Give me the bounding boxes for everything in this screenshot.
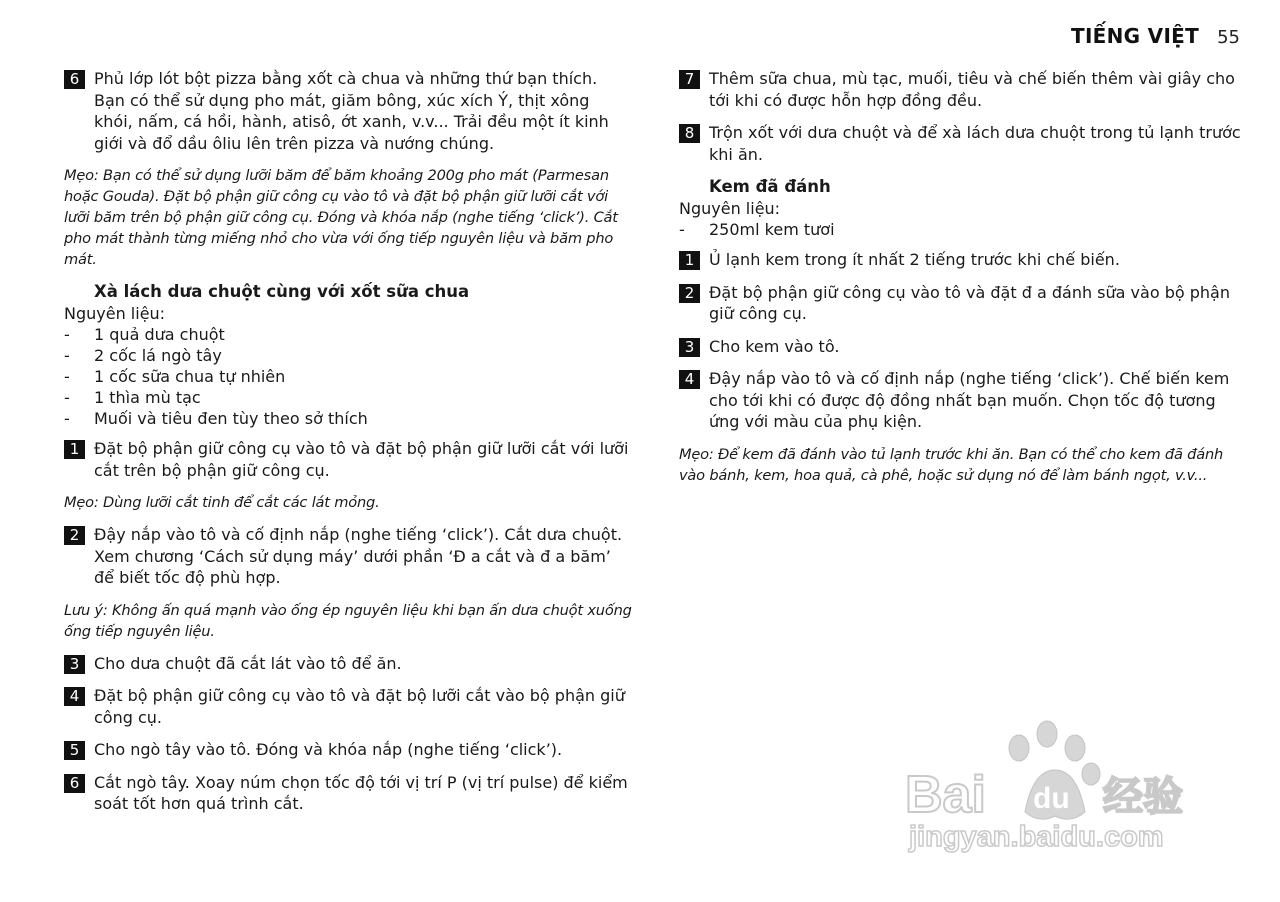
list-item: - 1 thìa mù tạc — [64, 388, 201, 407]
step-text: Phủ lớp lót bột pizza bằng xốt cà chua và những thứ bạn thích. Bạn có thể sử dụng pho mát, giăm bông, xúc xích Ý, thịt xông khói, nấm, cá hồi, hành, atisô, ớt xanh, v.v... Trải đều một ít kinh giới và đổ dầu ôliu lên trên pizza và nướng chúng. — [94, 69, 609, 153]
step-number: 1 — [679, 251, 700, 270]
language-label: TIẾNG VIỆT — [1071, 24, 1200, 48]
ingredients-label: Nguyên liệu: — [679, 199, 781, 218]
step-text: Đậy nắp vào tô và cố định nắp (nghe tiếng ‘click’). Chế biến kem cho tới khi có được độ đồng nhất bạn muốn. Chọn tốc độ tương ứng với màu của phụ kiện. — [709, 369, 1230, 431]
step-number: 1 — [64, 440, 85, 459]
step-item — [64, 739, 632, 761]
step-item — [64, 524, 632, 589]
section-title-cream: Kem đã đánh — [709, 177, 831, 196]
step-text: Đặt bộ phận giữ công cụ vào tô và đặt bộ phận giữ lưỡi cắt với lưỡi cắt trên bộ phận giữ công cụ. — [94, 439, 629, 480]
tip-text: Mẹo: Bạn có thể sử dụng lưỡi băm để băm khoảng 200g pho mát (Parmesan hoặc Gouda). Đặt bộ phận giữ công cụ vào tô và đặt bộ phận giữ lưỡi cắt với lưỡi băm trên bộ phận giữ công cụ. Đóng và khóa nắp (nghe tiếng ‘click’). Cắt pho mát thành từng miếng nhỏ cho vừa với ống tiếp nguyên liệu và băm pho mát. — [64, 167, 618, 268]
ingredients-list — [679, 219, 1247, 240]
step-text: Cho ngò tây vào tô. Đóng và khóa nắp (nghe tiếng ‘click’). — [94, 740, 563, 759]
ingredient-text: 1 cốc sữa chua tự nhiên — [94, 367, 286, 386]
list-item: - 1 quả dưa chuột — [64, 325, 225, 344]
ingredients-label: Nguyên liệu: — [64, 304, 166, 323]
note-text: Lưu ý: Không ấn quá mạnh vào ống ép nguyên liệu khi bạn ấn dưa chuột xuống ống tiếp nguyên liệu. — [64, 601, 632, 640]
step-text: Thêm sữa chua, mù tạc, muối, tiêu và chế biến thêm vài giây cho tới khi có được hỗn hợp đồng đều. — [709, 69, 1235, 110]
step-text: Trộn xốt với dưa chuột và để xà lách dưa chuột trong tủ lạnh trước khi ăn. — [709, 123, 1241, 164]
step-item — [679, 122, 1247, 165]
step-item — [64, 438, 632, 481]
step-item — [679, 249, 1247, 271]
watermark-brand-b: du — [1033, 782, 1070, 815]
ingredient-text: 1 quả dưa chuột — [94, 325, 225, 344]
list-item: - 2 cốc lá ngò tây — [64, 346, 222, 365]
watermark-url: jingyan.baidu.com — [909, 821, 1164, 853]
step-number: 4 — [679, 370, 700, 389]
step-number: 5 — [64, 741, 85, 760]
list-item: - 250ml kem tươi — [679, 220, 835, 239]
ingredient-text: 1 thìa mù tạc — [94, 388, 201, 407]
step-item — [64, 68, 632, 154]
ingredient-text: Muối và tiêu đen tùy theo sở thích — [94, 409, 368, 428]
ingredient-text: 2 cốc lá ngò tây — [94, 346, 222, 365]
baidu-watermark-logo — [905, 712, 1205, 862]
list-item: - 1 cốc sữa chua tự nhiên — [64, 367, 286, 386]
step-number: 6 — [64, 70, 85, 89]
ingredient-text: 250ml kem tươi — [709, 220, 835, 239]
step-number: 6 — [64, 774, 85, 793]
step-text: Cắt ngò tây. Xoay núm chọn tốc độ tới vị trí P (vị trí pulse) để kiểm soát tốt hơn quá trình cắt. — [94, 772, 628, 813]
right-column — [679, 68, 1247, 497]
step-text: Đặt bộ phận giữ công cụ vào tô và đặt bộ lưỡi cắt vào bộ phận giữ công cụ. — [94, 686, 625, 727]
tip-text: Mẹo: Để kem đã đánh vào tủ lạnh trước khi ăn. Bạn có thể cho kem đã đánh vào bánh, kem, hoa quả, cà phê, hoặc sử dụng nó để làm bánh ngọt, v.v... — [679, 445, 1224, 484]
step-item — [679, 68, 1247, 111]
step-item — [64, 772, 632, 815]
step-item — [64, 653, 632, 675]
list-item: - Muối và tiêu đen tùy theo sở thích — [64, 409, 368, 428]
step-item — [64, 685, 632, 728]
step-text: Đặt bộ phận giữ công cụ vào tô và đặt đ a đánh sữa vào bộ phận giữ công cụ. — [709, 282, 1230, 323]
page-number: 55 — [1217, 27, 1240, 48]
step-item — [679, 282, 1247, 325]
step-number: 2 — [64, 526, 85, 545]
step-text: Cho kem vào tô. — [709, 336, 840, 356]
step-number: 7 — [679, 70, 700, 89]
step-number: 2 — [679, 284, 700, 303]
watermark-brand-a: Bai — [905, 766, 986, 824]
left-column — [64, 68, 632, 826]
page-header — [1071, 24, 1240, 48]
watermark-brand-c: 经验 — [1103, 774, 1183, 820]
ingredients-list — [64, 324, 632, 429]
step-number: 8 — [679, 124, 700, 143]
step-number: 3 — [64, 655, 85, 674]
step-text: Ủ lạnh kem trong ít nhất 2 tiếng trước khi chế biến. — [709, 250, 1120, 269]
tip-text: Mẹo: Dùng lưỡi cắt tinh để cắt các lát mỏng. — [64, 494, 380, 511]
step-text: Cho dưa chuột đã cắt lát vào tô để ăn. — [94, 653, 402, 673]
step-text: Đậy nắp vào tô và cố định nắp (nghe tiếng ‘click’). Cắt dưa chuột. Xem chương ‘Cách sử dụng máy’ dưới phần ‘Đ a cắt và đ a băm’ để biết tốc độ phù hợp. — [94, 525, 623, 587]
step-item — [679, 368, 1247, 433]
step-item — [679, 336, 1247, 358]
step-number: 3 — [679, 338, 700, 357]
section-title-salad: Xà lách dưa chuột cùng với xốt sữa chua — [94, 282, 470, 301]
step-number: 4 — [64, 687, 85, 706]
